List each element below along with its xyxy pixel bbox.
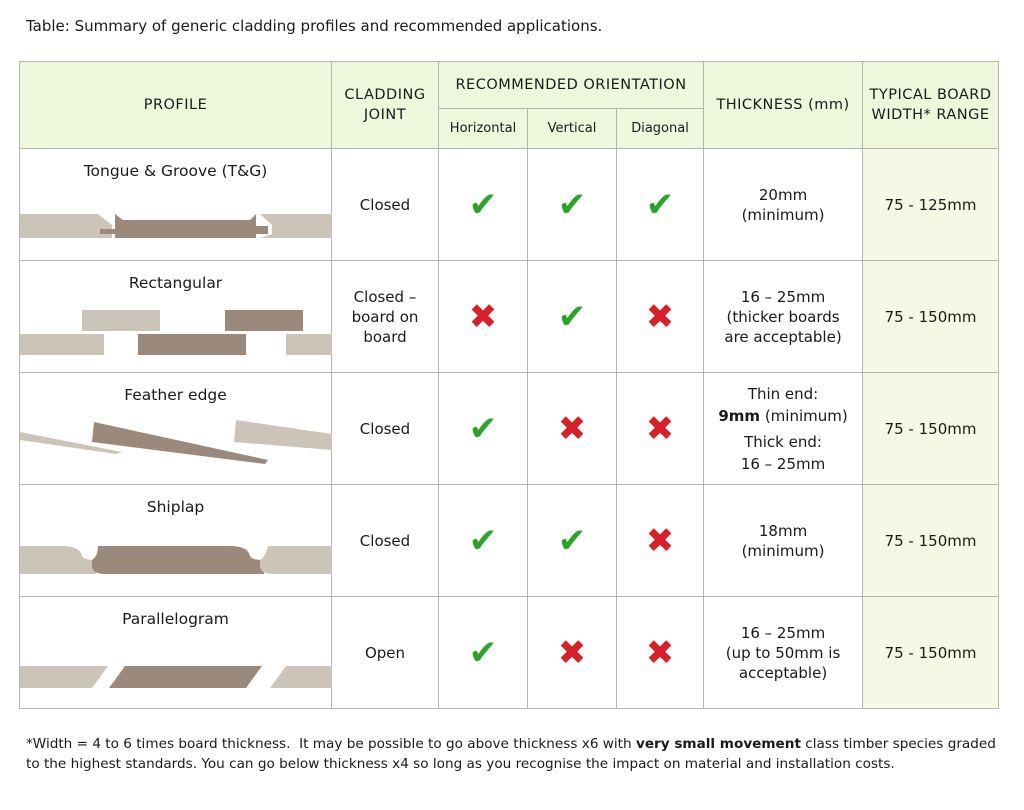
profile-cell <box>20 597 332 709</box>
thickness-note: (thicker boards are acceptable) <box>724 307 842 346</box>
profile-name: Rectangular <box>128 274 223 292</box>
tick-icon: ✔ <box>468 520 498 561</box>
cross-icon: ✖ <box>645 408 675 449</box>
thick-end-label: Thick end: <box>744 432 822 451</box>
thick-end-value: 16 – 25mm <box>740 454 826 473</box>
header-thickness: THICKNESS (mm) <box>704 62 863 149</box>
table-row <box>20 597 999 709</box>
cross-icon: ✖ <box>557 632 587 673</box>
header-board-width: TYPICAL BOARD WIDTH* RANGE <box>863 62 999 149</box>
vertical-cell <box>528 373 617 485</box>
diagonal-cell <box>617 261 704 373</box>
thin-end-row <box>704 405 862 427</box>
thickness-note: (minimum) <box>741 205 825 224</box>
footnote-text-end: class timber species graded to the highest standards. You can go below thickness x4 so long as you recognise the impact on material and installation costs. <box>26 736 996 772</box>
tick-icon: ✔ <box>557 520 587 561</box>
horizontal-cell <box>439 597 528 709</box>
joint-cell: Closed <box>332 485 439 597</box>
footnote-text: It may be possible to go above thickness x6 with <box>290 736 636 752</box>
footnote-bold-movement: very small movement <box>635 736 801 752</box>
cross-icon: ✖ <box>645 520 675 561</box>
tick-icon: ✔ <box>557 296 587 337</box>
table-row <box>20 149 999 261</box>
header-recommended-orientation: RECOMMENDED ORIENTATION <box>439 62 704 109</box>
vertical-cell <box>528 597 617 709</box>
cross-icon: ✖ <box>645 632 675 673</box>
header-horizontal: Horizontal <box>439 109 528 149</box>
header-profile: PROFILE <box>20 62 332 149</box>
tongue-and-groove-profile-icon <box>20 206 332 246</box>
cross-icon: ✖ <box>468 296 498 337</box>
diagonal-cell <box>617 149 704 261</box>
tick-icon: ✔ <box>557 184 587 225</box>
diagonal-cell <box>617 373 704 485</box>
horizontal-cell <box>439 261 528 373</box>
vertical-cell <box>528 261 617 373</box>
tick-icon: ✔ <box>468 184 498 225</box>
thickness-value: 18mm <box>758 521 808 540</box>
thin-end-value: 9mm <box>718 406 761 425</box>
width-cell: 75 - 150mm <box>863 485 999 597</box>
tick-icon: ✔ <box>468 632 498 673</box>
table-row <box>20 373 999 485</box>
diagonal-cell <box>617 485 704 597</box>
profile-name: Tongue & Groove (T&G) <box>83 162 268 180</box>
tick-icon: ✔ <box>468 408 498 449</box>
thickness-cell <box>704 149 863 261</box>
diagonal-cell <box>617 597 704 709</box>
header-vertical: Vertical <box>528 109 617 149</box>
profile-cell <box>20 149 332 261</box>
footnote <box>26 734 1006 774</box>
table-row <box>20 485 999 597</box>
joint-cell: Closed <box>332 373 439 485</box>
horizontal-cell <box>439 149 528 261</box>
profile-cell <box>20 373 332 485</box>
thickness-value: 16 – 25mm <box>740 287 826 306</box>
thin-end-label: Thin end: <box>747 384 819 403</box>
header-diagonal: Diagonal <box>617 109 704 149</box>
width-cell: 75 - 150mm <box>863 597 999 709</box>
table-row <box>20 261 999 373</box>
feather-edge-profile-icon <box>20 420 332 470</box>
parallelogram-profile-icon <box>20 664 332 694</box>
joint-cell: Closed – board on board <box>332 261 439 373</box>
width-cell: 75 - 150mm <box>863 261 999 373</box>
thickness-cell <box>704 373 863 485</box>
footnote-bold-width-rule: *Width = 4 to 6 times board thickness. <box>26 736 291 752</box>
width-cell: 75 - 125mm <box>863 149 999 261</box>
width-cell: 75 - 150mm <box>863 373 999 485</box>
thickness-value: 16 – 25mm <box>740 623 826 642</box>
thickness-note: (up to 50mm is acceptable) <box>725 643 841 682</box>
thickness-cell <box>704 597 863 709</box>
header-cladding-joint: CLADDING JOINT <box>332 62 439 149</box>
thickness-note: (minimum) <box>741 541 825 560</box>
cross-icon: ✖ <box>645 296 675 337</box>
rectangular-profile-icon <box>20 308 332 358</box>
shiplap-profile-icon <box>20 542 332 582</box>
profile-name: Feather edge <box>124 386 227 404</box>
thickness-value: 20mm <box>758 185 808 204</box>
horizontal-cell <box>439 373 528 485</box>
joint-cell: Closed <box>332 149 439 261</box>
vertical-cell <box>528 485 617 597</box>
profile-name: Parallelogram <box>122 610 229 628</box>
thin-end-note: (minimum) <box>764 406 848 425</box>
profile-cell <box>20 485 332 597</box>
horizontal-cell <box>439 485 528 597</box>
table-caption: Table: Summary of generic cladding profiles and recommended applications. <box>26 17 603 35</box>
profile-name: Shiplap <box>146 498 205 516</box>
tick-icon: ✔ <box>645 184 675 225</box>
profile-cell <box>20 261 332 373</box>
vertical-cell <box>528 149 617 261</box>
thickness-cell <box>704 485 863 597</box>
joint-cell: Open <box>332 597 439 709</box>
cladding-profiles-table <box>19 61 999 709</box>
thickness-cell <box>704 261 863 373</box>
cross-icon: ✖ <box>557 408 587 449</box>
